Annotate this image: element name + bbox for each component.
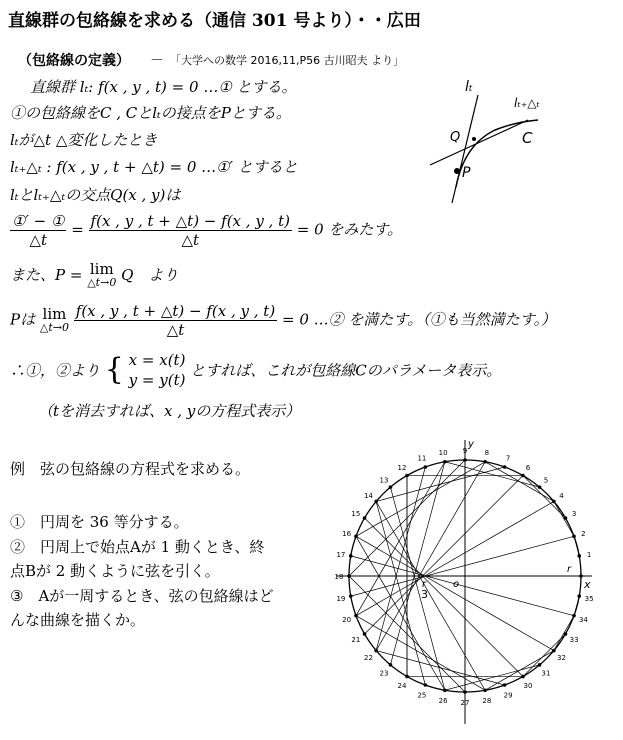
source-citation: 「大学への数学 2016,11,P56 古川昭夫 より」 [170, 54, 405, 67]
origin-label: o [453, 579, 460, 590]
point-label: 30 [523, 682, 533, 691]
point-label: 8 [484, 448, 490, 457]
line7-lim: lim [42, 304, 67, 323]
eq1-rhs-num: f(x , y , t + △t) − f(x , y , t) [90, 212, 290, 230]
division-point [424, 683, 428, 687]
division-point [354, 614, 358, 618]
chord [356, 462, 485, 537]
division-point [463, 690, 467, 694]
division-point [564, 516, 568, 520]
label-c: C [522, 129, 533, 147]
point-label: 18 [334, 573, 344, 581]
division-point [503, 465, 507, 469]
eq1-rhs-fraction [89, 212, 292, 249]
line7-a: Pは [10, 310, 36, 329]
tangent-diagram [420, 75, 605, 205]
line7-limit [39, 304, 69, 335]
text-line-5: lₜとlₜ₊△ₜの交点Q(x , y)は [10, 186, 181, 204]
point-label: 16 [342, 529, 352, 538]
division-point [354, 535, 358, 539]
point-label: 26 [438, 697, 448, 706]
chord-envelope-diagram [330, 438, 600, 728]
division-point [389, 485, 393, 489]
radius-label: r [567, 564, 572, 575]
line7-tail: = 0 …② を満たす。（①も当然満たす。） [281, 310, 557, 329]
division-point [363, 516, 367, 520]
point-label: 4 [559, 492, 564, 501]
label-q: Q [450, 130, 461, 145]
line8-a: ∴①，②より [10, 361, 101, 380]
chord [356, 616, 485, 691]
division-point [521, 474, 525, 478]
point-label: 17 [336, 551, 346, 560]
eq1-tail: = 0 をみたす。 [296, 220, 403, 239]
line8-b: とすれば、これが包絡線Cのパラメータ表示。 [190, 361, 502, 380]
line6-b: Q より [121, 266, 179, 284]
line6-a: また、P = [10, 266, 83, 284]
example-step-2b: 点Bが 2 動くように弦を引く。 [10, 562, 220, 580]
division-point [349, 594, 353, 598]
text-line-8 [10, 350, 501, 390]
point-labels [335, 447, 594, 707]
point-label: 12 [397, 463, 407, 472]
point-label: 34 [578, 616, 588, 625]
point-label: 7 [505, 454, 511, 463]
division-point [579, 574, 583, 578]
point-label: 1 [586, 551, 592, 560]
param-x: x = x(t) [128, 351, 186, 369]
division-point [363, 632, 367, 636]
text-line-1: 直線群 lₜ: f(x , y , t) = 0 …① とする。 [30, 78, 297, 96]
text-line-3: lₜが△t △変化したとき [10, 131, 158, 149]
point-label: 3 [571, 510, 577, 518]
division-point [572, 535, 576, 539]
division-point [521, 675, 525, 679]
param-system [129, 350, 186, 390]
point-q [472, 137, 476, 141]
example-step-2a: ② 円周上で始点Aが 1 動くとき、終 [10, 538, 265, 556]
label-lt: lₜ [465, 79, 474, 95]
chord [376, 651, 505, 685]
point-label: 2 [581, 529, 586, 538]
division-point [349, 554, 353, 558]
inner-3-label: 3 [421, 588, 428, 601]
eq2-den: △t [166, 321, 185, 339]
axis-x-label: x [584, 578, 591, 591]
dash: － [150, 53, 164, 69]
eq2-num: f(x , y , t + △t) − f(x , y , t) [75, 302, 276, 320]
point-label: 9 [462, 447, 468, 455]
division-point [483, 460, 487, 464]
point-label: 5 [543, 476, 549, 485]
point-label: 19 [336, 594, 346, 603]
point-label: 24 [397, 682, 407, 691]
point-label: 31 [541, 669, 551, 678]
eq1-lhs-fraction [10, 212, 66, 249]
division-point [443, 460, 447, 464]
brace: { [104, 352, 124, 387]
division-point [572, 614, 576, 618]
division-point [503, 683, 507, 687]
point-label: 10 [438, 448, 448, 457]
line7-lim-sub: △t→0 [39, 320, 69, 334]
division-point [424, 465, 428, 469]
division-point [463, 458, 467, 462]
label-p: P [462, 165, 471, 181]
point-label: 33 [569, 636, 579, 644]
division-point [405, 675, 409, 679]
label-lt-dt: lₜ₊△ₜ [514, 96, 540, 110]
example-step-3a: ③ Aが一周するとき、弦の包絡線はど [10, 587, 274, 605]
point-label: 21 [351, 636, 361, 644]
line-lt-dt [430, 120, 528, 165]
line6-limit [87, 262, 116, 290]
division-point [552, 500, 556, 504]
example-step-1: ① 円周を 36 等分する。 [10, 513, 189, 531]
eq1-lhs-den: △t [29, 231, 47, 249]
chord [390, 462, 444, 665]
point-label: 20 [342, 616, 352, 625]
division-point [374, 649, 378, 653]
line6-lim: lim [89, 260, 114, 278]
point-label: 27 [460, 699, 470, 707]
division-point [538, 485, 542, 489]
point-label: 14 [364, 492, 373, 501]
division-point [405, 474, 409, 478]
point-p [454, 168, 460, 174]
point-label: 6 [525, 463, 531, 472]
text-line-9: （tを消去すれば、x , yの方程式表示） [38, 402, 301, 420]
text-line-7 [10, 302, 556, 339]
point-label: 29 [503, 691, 513, 700]
eq1-lhs-num: ①′ − ① [12, 212, 65, 230]
point-label: 35 [584, 594, 594, 603]
division-point [538, 663, 542, 667]
inner-r-label: r [422, 579, 427, 590]
division-point [483, 688, 487, 692]
eq2-fraction [74, 302, 277, 339]
page-title: 直線群の包絡線を求める（通信 301 号より）・・広田 [8, 11, 421, 31]
division-point [577, 554, 581, 558]
text-line-2: ①の包絡線をC , Cとlₜの接点をPとする。 [10, 104, 291, 122]
point-label: 13 [379, 476, 389, 485]
example-heading: 例 弦の包絡線の方程式を求める。 [10, 460, 251, 478]
division-point [347, 574, 351, 578]
eq1-equals: = [71, 220, 84, 239]
point-label: 28 [482, 697, 492, 706]
equation-1 [10, 212, 402, 249]
eq1-rhs-den: △t [181, 231, 200, 249]
line6-lim-sub: △t→0 [87, 276, 117, 289]
division-point [552, 649, 556, 653]
point-label: 32 [557, 653, 566, 662]
param-y: y = y(t) [128, 371, 186, 389]
point-label: 11 [417, 454, 427, 463]
division-point [443, 688, 447, 692]
axis-y-label: y [468, 439, 474, 450]
division-point [564, 632, 568, 636]
point-label: 15 [351, 510, 361, 518]
example-step-3b: んな曲線を描くか。 [10, 611, 146, 629]
text-line-6 [10, 262, 178, 290]
text-line-4: lₜ₊△ₜ : f(x , y , t + △t) = 0 …①′ とすると [10, 158, 298, 176]
point-label: 22 [364, 653, 373, 662]
definition-heading: （包絡線の定義） [18, 53, 130, 69]
point-label: 23 [379, 669, 389, 678]
point-label: 25 [417, 691, 427, 700]
division-point [577, 594, 581, 598]
chord [390, 487, 444, 690]
division-point [374, 500, 378, 504]
division-point [389, 663, 393, 667]
